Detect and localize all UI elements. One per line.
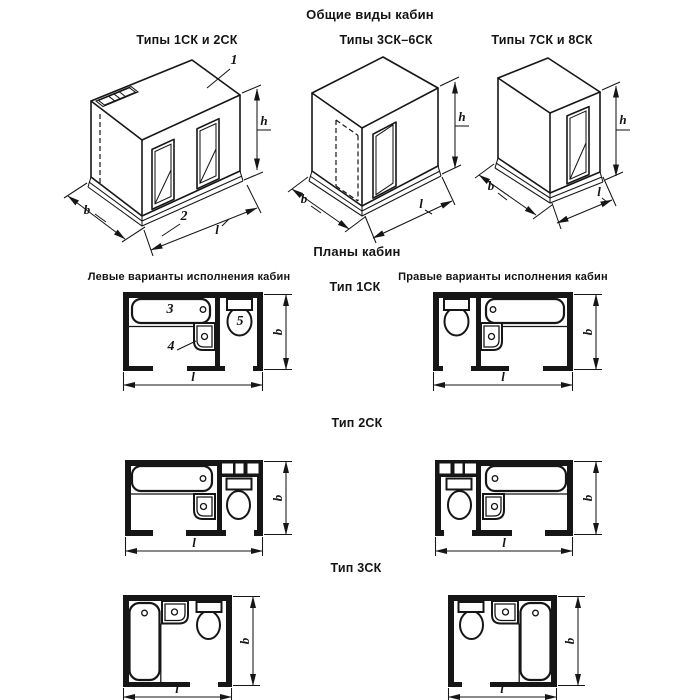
dim-label-h-iso3: h (619, 112, 627, 127)
plan-2sk-left (125, 460, 263, 536)
dim-label-b-iso2: b (300, 191, 308, 206)
row-label-2sk: Тип 2СК (331, 416, 383, 430)
plan-1sk-left (123, 292, 263, 371)
callout-4-leader (177, 341, 196, 350)
dim-label-l-iso1: l (215, 222, 219, 237)
dim-label-h-iso2: h (458, 109, 466, 124)
left-column-title: Левые варианты исполнения кабин (87, 271, 291, 283)
callout-3-bathtub: 3 (166, 302, 174, 317)
dim-label-l-plan1-right: l (501, 369, 505, 384)
dim-h-iso3 (602, 82, 630, 180)
callout-4-washbasin: 4 (167, 339, 175, 354)
dim-label-b-iso3: b (487, 178, 495, 193)
dim-label-l-iso3: l (597, 184, 601, 199)
dim-label-l-iso2: l (419, 196, 423, 211)
iso-view-1sk-2sk (64, 60, 271, 256)
iso-view-7sk-8sk (475, 58, 630, 229)
dim-label-h-iso1: h (260, 113, 268, 128)
dim-h-iso1 (242, 85, 271, 180)
dim-label-b-plan3-right: b (562, 637, 577, 645)
row-label-3sk: Тип 3СК (330, 561, 382, 575)
dim-label-l-plan3-left: l (175, 681, 179, 696)
dim-label-b-iso1: b (83, 202, 91, 217)
right-column-title: Правые варианты исполнения кабин (398, 271, 608, 283)
caption-types-3sk-6sk: Типы 3СК–6СК (339, 33, 433, 47)
dim-label-b-plan3-left: b (237, 637, 252, 645)
plans-section-title: Планы кабин (313, 244, 401, 259)
dim-label-l-plan1-left: l (191, 369, 195, 384)
dim-label-l-plan2-left: l (192, 535, 196, 550)
callout-5-toilet: 5 (236, 314, 244, 329)
dim-h-iso2 (440, 77, 469, 174)
dim-l-iso1 (144, 185, 261, 256)
plan-2sk-right (435, 460, 573, 536)
dim-label-l-plan3-right: l (500, 681, 504, 696)
iso-view-3sk-6sk (288, 57, 469, 243)
plan-3sk-right (448, 595, 557, 687)
callout-1-roof-panel: 1 (230, 53, 238, 68)
row-label-1sk: Тип 1СК (329, 280, 381, 294)
caption-types-1sk-2sk: Типы 1СК и 2СК (136, 33, 238, 47)
dim-b-iso1 (64, 183, 145, 242)
callout-2-base-frame: 2 (180, 209, 188, 224)
hidden-door-outline (336, 120, 358, 201)
dim-label-b-plan2-right: b (580, 494, 595, 502)
dim-label-l-plan2-right: l (502, 535, 506, 550)
page-title: Общие виды кабин (306, 7, 434, 22)
caption-types-7sk-8sk: Типы 7СК и 8СК (491, 33, 593, 47)
dim-label-b-plan2-left: b (270, 494, 285, 502)
dim-label-b-plan1-left: b (270, 328, 285, 336)
dim-b-iso2 (288, 177, 365, 232)
plan-1sk-right (433, 292, 573, 371)
plan-3sk-left (123, 595, 232, 687)
dim-label-b-plan1-right: b (580, 328, 595, 336)
